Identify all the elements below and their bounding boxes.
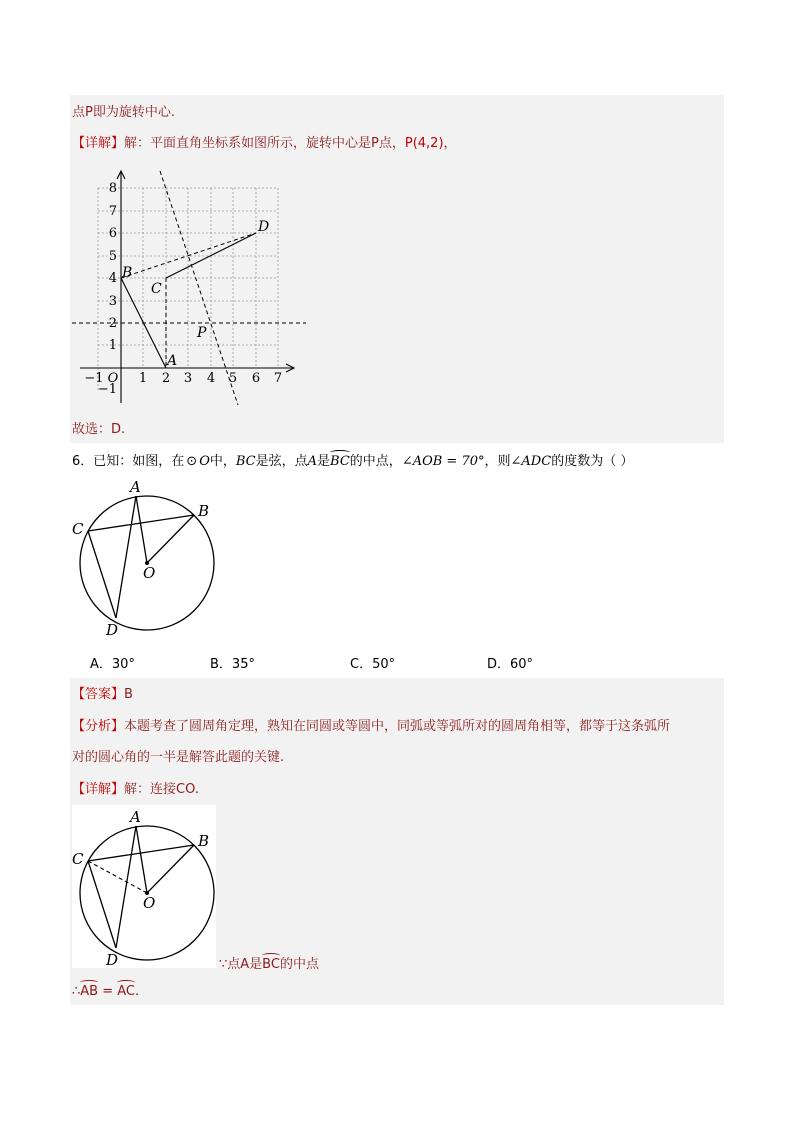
option-value: 60° — [510, 657, 534, 672]
point-a: A — [307, 454, 318, 469]
detail-tag: 【详解】 — [72, 136, 125, 151]
detail-tag: 【详解】 — [72, 782, 125, 797]
question-number: 6．已知：如图，在 — [72, 454, 185, 469]
y-tick: −1 — [97, 382, 117, 397]
option-c[interactable] — [350, 653, 395, 672]
detail-line-2 — [72, 781, 199, 799]
question-text: 中， — [209, 454, 236, 469]
circle-label-d: D — [106, 951, 119, 968]
circle-label-c: C — [72, 520, 84, 538]
option-value: 30° — [111, 657, 135, 672]
answer-tag: 【答案】 — [72, 687, 125, 702]
question-text: ，则 — [484, 454, 511, 469]
circle-label-d: D — [106, 621, 119, 638]
question-text: 的度数为（ ） — [551, 454, 634, 469]
detail-end: . — [194, 782, 199, 797]
analysis-line-1 — [72, 718, 670, 736]
therefore-end: . — [135, 984, 140, 999]
question-text: 是 — [317, 454, 331, 469]
x-tick: −1 — [84, 371, 104, 386]
because-arc: BC — [262, 957, 280, 972]
point-label-b: B — [122, 265, 133, 281]
because-prefix: ∵点A是 — [219, 957, 263, 972]
therefore-arc-ac: AC — [117, 984, 136, 999]
analysis-text: 本题考查了圆周角定理，熟知在同圆或等圆中，同弧或等弧所对的圆周角相等，都等于这条弧所 — [124, 719, 671, 734]
y-tick: 5 — [108, 249, 117, 264]
option-letter: A． — [90, 657, 112, 672]
circle-label-a: A — [130, 808, 141, 826]
circle-name: O — [199, 454, 210, 469]
circle-symbol: ⊙ — [186, 454, 198, 469]
y-tick: 4 — [108, 271, 117, 286]
option-a[interactable] — [90, 653, 135, 672]
detail-line-1 — [72, 135, 457, 153]
circle-figure — [70, 478, 220, 638]
detail-text: 解：连接 — [124, 782, 177, 797]
analysis-line-2: 对的圆心角的一半是解答此题的关键. — [72, 750, 285, 765]
option-letter: B． — [210, 657, 232, 672]
point-label-a: A — [167, 353, 178, 369]
option-letter: C． — [350, 657, 373, 672]
circle-label-o: O — [143, 894, 156, 912]
x-tick: 6 — [251, 371, 261, 386]
answer-choice-line: 故选：D. — [72, 422, 126, 437]
circle-label-a: A — [130, 478, 141, 496]
circle-label-c: C — [72, 850, 84, 868]
therefore-line — [72, 983, 139, 1001]
question-6 — [72, 453, 633, 471]
arc-bc: BC — [330, 454, 350, 469]
x-tick: 4 — [206, 371, 216, 386]
detail-co: CO — [176, 782, 195, 797]
question-text: 的中点， — [349, 454, 402, 469]
y-tick: 3 — [108, 294, 117, 309]
option-d[interactable] — [487, 653, 533, 672]
x-tick: 1 — [138, 371, 148, 386]
therefore-eq: = — [98, 984, 118, 999]
circle-label-b: B — [198, 832, 210, 850]
option-value: 35° — [231, 657, 255, 672]
option-value: 50° — [372, 657, 396, 672]
detail-coord: P(4,2) — [404, 136, 444, 151]
y-tick: 7 — [108, 204, 117, 219]
answer-value: B — [124, 687, 133, 702]
question-text: 是弦，点 — [255, 454, 308, 469]
circle-label-b: B — [198, 502, 210, 520]
y-tick: 8 — [108, 181, 117, 196]
answer-line — [72, 686, 133, 704]
x-tick-origin: O — [107, 371, 119, 386]
because-line — [219, 956, 319, 974]
because-suffix: 的中点 — [279, 957, 319, 972]
circle-label-o: O — [143, 564, 156, 582]
therefore-prefix: ∴ — [72, 984, 81, 999]
y-tick: 6 — [108, 226, 117, 241]
y-tick: 2 — [108, 316, 117, 331]
x-tick: 5 — [228, 371, 238, 386]
x-tick: 7 — [273, 371, 283, 386]
option-b[interactable] — [210, 653, 255, 672]
x-tick: 3 — [183, 371, 193, 386]
circle-figure-2 — [70, 808, 220, 968]
chord-bc: BC — [235, 454, 256, 469]
point-label-d: D — [258, 219, 270, 235]
coordinate-graph — [72, 167, 308, 407]
y-tick: 1 — [108, 338, 117, 353]
detail-text: 解：平面直角坐标系如图所示，旋转中心是P点， — [124, 136, 405, 151]
angle-adc: ∠ADC — [510, 454, 552, 469]
angle-aob: ∠AOB = 70° — [401, 454, 485, 469]
text-rotation-center: 点P即为旋转中心. — [72, 105, 175, 120]
detail-end: ， — [443, 136, 457, 151]
x-tick: 2 — [161, 371, 171, 386]
option-letter: D． — [487, 657, 511, 672]
point-label-c: C — [151, 281, 162, 297]
analysis-tag: 【分析】 — [72, 719, 125, 734]
therefore-arc-ab: AB — [80, 984, 99, 999]
point-label-p: P — [197, 325, 207, 341]
